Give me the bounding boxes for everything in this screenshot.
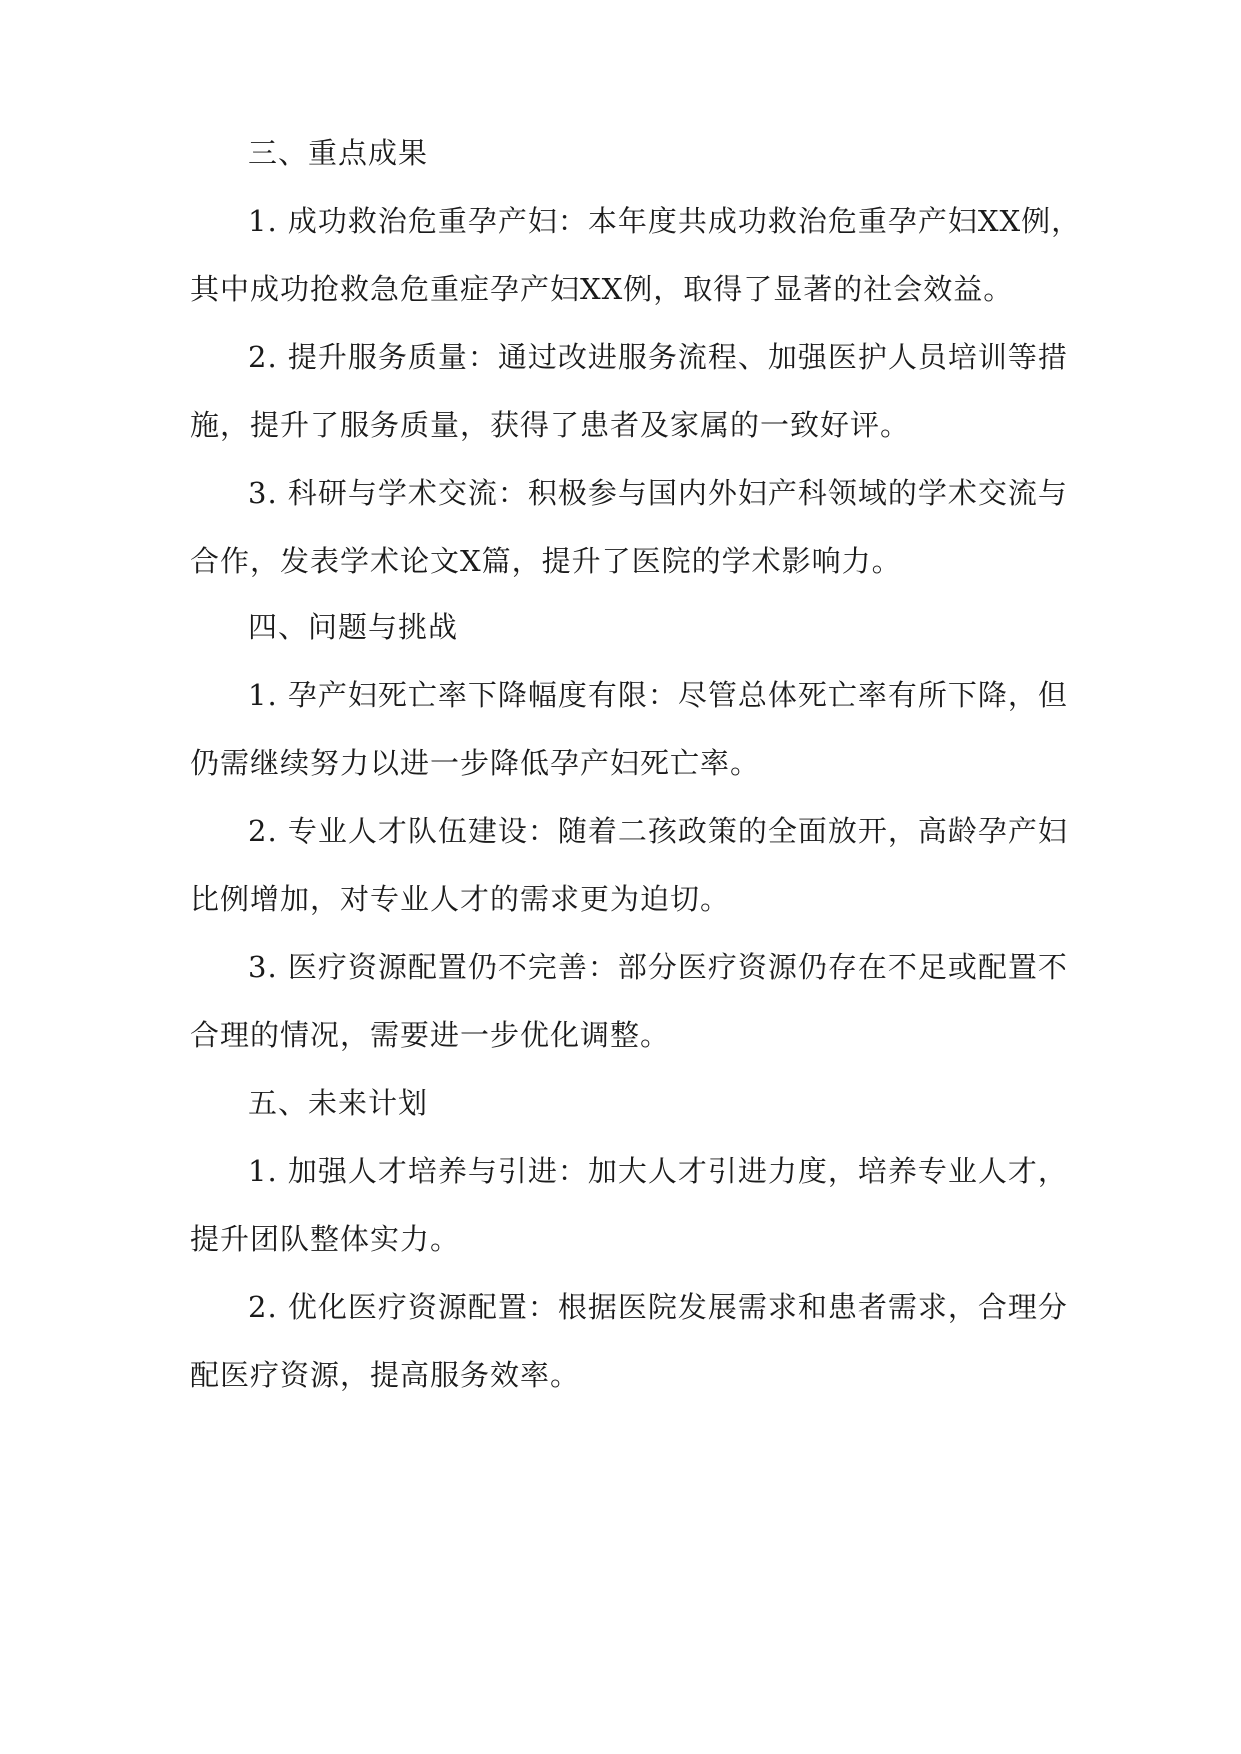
results-item-2-line-1: 2. 提升服务质量：通过改进服务流程、加强医护人员培训等措 xyxy=(248,340,1068,374)
section-heading-results: 三、重点成果 xyxy=(248,136,429,170)
results-item-1-line-1: 1. 成功救治危重孕产妇：本年度共成功救治危重孕产妇XX例， xyxy=(248,204,1082,238)
challenges-item-1-line-2: 仍需继续努力以进一步降低孕产妇死亡率。 xyxy=(190,746,761,780)
section-heading-plans: 五、未来计划 xyxy=(248,1086,429,1120)
plans-item-1-line-2: 提升团队整体实力。 xyxy=(190,1222,461,1256)
results-item-1-line-2: 其中成功抢救急危重症孕产妇XX例，取得了显著的社会效益。 xyxy=(190,272,1014,306)
challenges-item-2-line-1: 2. 专业人才队伍建设：随着二孩政策的全面放开，高龄孕产妇 xyxy=(248,814,1068,848)
challenges-item-3-line-2: 合理的情况，需要进一步优化调整。 xyxy=(190,1018,671,1052)
challenges-item-3-line-1: 3. 医疗资源配置仍不完善：部分医疗资源仍存在不足或配置不 xyxy=(248,950,1068,984)
section-heading-challenges: 四、问题与挑战 xyxy=(248,610,459,644)
plans-item-2-line-1: 2. 优化医疗资源配置：根据医院发展需求和患者需求，合理分 xyxy=(248,1290,1068,1324)
results-item-2-line-2: 施，提升了服务质量，获得了患者及家属的一致好评。 xyxy=(190,408,911,442)
plans-item-2-line-2: 配医疗资源，提高服务效率。 xyxy=(190,1358,581,1392)
challenges-item-2-line-2: 比例增加，对专业人才的需求更为迫切。 xyxy=(190,882,731,916)
plans-item-1-line-1: 1. 加强人才培养与引进：加大人才引进力度，培养专业人才， xyxy=(248,1154,1068,1188)
challenges-item-1-line-1: 1. 孕产妇死亡率下降幅度有限：尽管总体死亡率有所下降，但 xyxy=(248,678,1068,712)
results-item-3-line-1: 3. 科研与学术交流：积极参与国内外妇产科领域的学术交流与 xyxy=(248,476,1068,510)
results-item-3-line-2: 合作，发表学术论文X篇，提升了医院的学术影响力。 xyxy=(190,544,902,578)
